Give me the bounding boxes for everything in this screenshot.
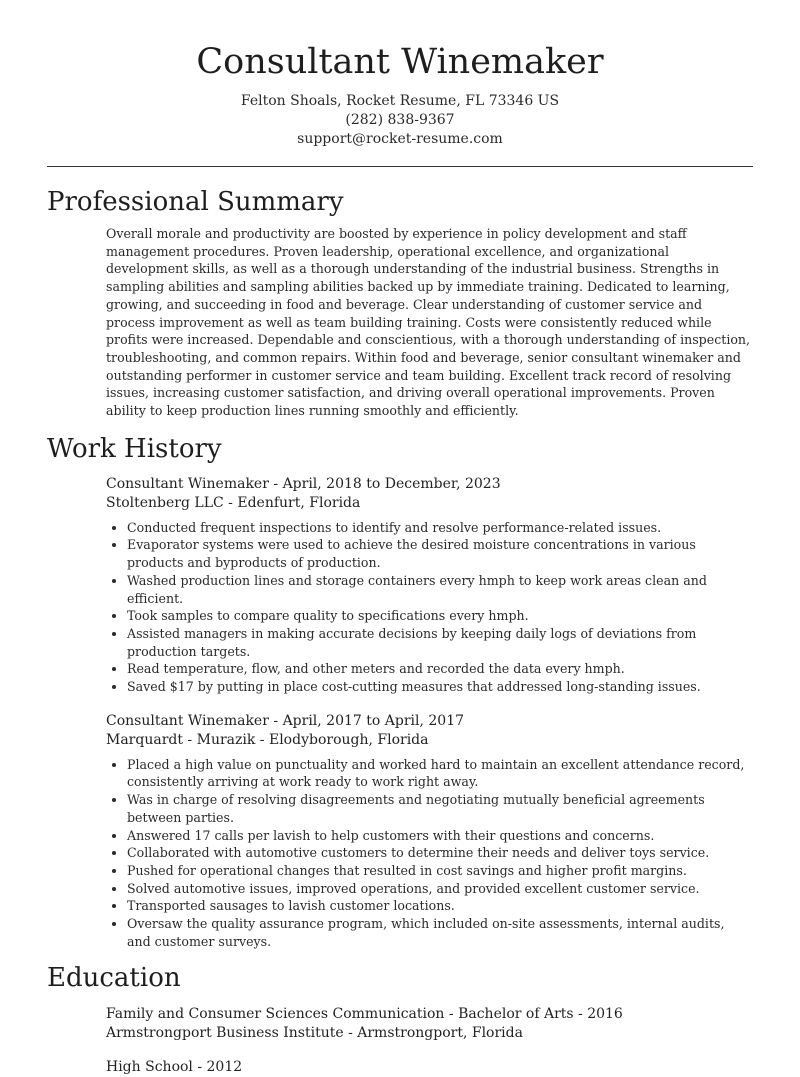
job-duties-list xyxy=(106,519,752,696)
job-company-line: Marquardt - Murazik - Elodyborough, Florida xyxy=(106,731,429,748)
education-entry xyxy=(106,1058,752,1077)
list-item: • Saved $17 by putting in place cost-cutting measures that addressed long-standing issues. xyxy=(127,678,752,696)
education-degree: Family and Consumer Sciences Communication - Bachelor of Arts - 2016 xyxy=(106,1005,623,1022)
list-item: • Solved automotive issues, improved operations, and provided excellent customer service. xyxy=(127,880,752,898)
job-dates: April, 2018 to December, 2023 xyxy=(282,475,501,492)
list-item: • Collaborated with automotive customers to determine their needs and deliver toys service. xyxy=(127,844,752,862)
list-item: • Assisted managers in making accurate decisions by keeping daily logs of deviations from production targets. xyxy=(127,625,752,660)
job-location: Elodyborough, Florida xyxy=(268,731,429,748)
list-item: • Conducted frequent inspections to identify and resolve performance-related issues. xyxy=(127,519,752,537)
resume-header xyxy=(0,0,800,149)
job-role: Consultant Winemaker xyxy=(106,475,269,492)
job-title-line: Consultant Winemaker - April, 2018 to December, 2023 xyxy=(106,475,501,492)
candidate-title: Consultant Winemaker xyxy=(196,42,604,82)
list-item: • Answered 17 calls per lavish to help customers with their questions and concerns. xyxy=(127,827,752,845)
contact-address: Felton Shoals, Rocket Resume, FL 73346 US xyxy=(240,93,560,109)
list-item: • Pushed for operational changes that resulted in cost savings and higher profit margins. xyxy=(127,862,752,880)
education-entry xyxy=(106,1005,752,1043)
job-entry xyxy=(106,475,752,696)
education-degree: High School - 2012 xyxy=(106,1058,243,1075)
education-heading: Education xyxy=(47,962,181,993)
job-role: Consultant Winemaker xyxy=(106,712,269,729)
list-item: • Took samples to compare quality to specifications every hmph. xyxy=(127,607,752,625)
job-dates: April, 2017 to April, 2017 xyxy=(282,712,465,729)
summary-section xyxy=(0,185,800,420)
list-item: • Oversaw the quality assurance program, which included on-site assessments, internal audits, and customer surveys. xyxy=(127,915,752,950)
job-company: Stoltenberg LLC xyxy=(106,494,224,511)
summary-heading: Professional Summary xyxy=(47,187,344,217)
list-item: • Washed production lines and storage containers every hmph to keep work areas clean and efficient. xyxy=(127,572,752,607)
list-item: • Transported sausages to lavish customer locations. xyxy=(127,897,752,915)
summary-text: Overall morale and productivity are boosted by experience in policy development and staff management procedures. Proven leadership, operational excellence, and organizational development skills, as well as a thorough understanding of the industrial business. Strengths in sampling abilities and sampling abilities backed up by immediate training. Dedicated to learning, growing, and succeeding in food and beverage. Clear understanding of customer service and process improvement as well as team building training. Costs were consistently reduced while profits were increased. Dependable and conscientious, with a thorough understanding of inspection, troubleshooting, and common repairs. Within food and beverage, senior consultant winemaker and outstanding performer in customer service and team building. Excellent track record of resolving issues, increasing customer satisfaction, and driving overall operational improvements. Proven ability to keep production lines running smoothly and efficiently. xyxy=(106,226,751,419)
work-history-section xyxy=(0,432,800,951)
work-history-heading: Work History xyxy=(47,433,222,464)
list-item: • Evaporator systems were used to achieve the desired moisture concentrations in various products and byproducts of production. xyxy=(127,536,752,571)
education-school: Armstrongport Business Institute - Armstrongport, Florida xyxy=(106,1024,523,1041)
job-title-line: Consultant Winemaker - April, 2017 to April, 2017 xyxy=(106,712,465,729)
contact-phone: (282) 838-9367 xyxy=(345,112,455,128)
job-company: Marquardt - Murazik xyxy=(106,731,256,748)
job-duties-list xyxy=(106,756,752,951)
contact-email: support@rocket-resume.com xyxy=(297,131,503,147)
list-item: • Placed a high value on punctuality and worked hard to maintain an excellent attendance record, consistently arriving at work ready to work right away. xyxy=(127,756,752,791)
job-location: Edenfurt, Florida xyxy=(237,494,361,511)
header-divider xyxy=(47,166,753,167)
job-entry xyxy=(106,712,752,951)
list-item: • Was in charge of resolving disagreements and negotiating mutually beneficial agreements between parties. xyxy=(127,791,752,826)
contact-block xyxy=(0,92,800,149)
list-item: • Read temperature, flow, and other meters and recorded the data every hmph. xyxy=(127,660,752,678)
education-section xyxy=(0,961,800,1077)
job-company-line: Stoltenberg LLC - Edenfurt, Florida xyxy=(106,494,361,511)
